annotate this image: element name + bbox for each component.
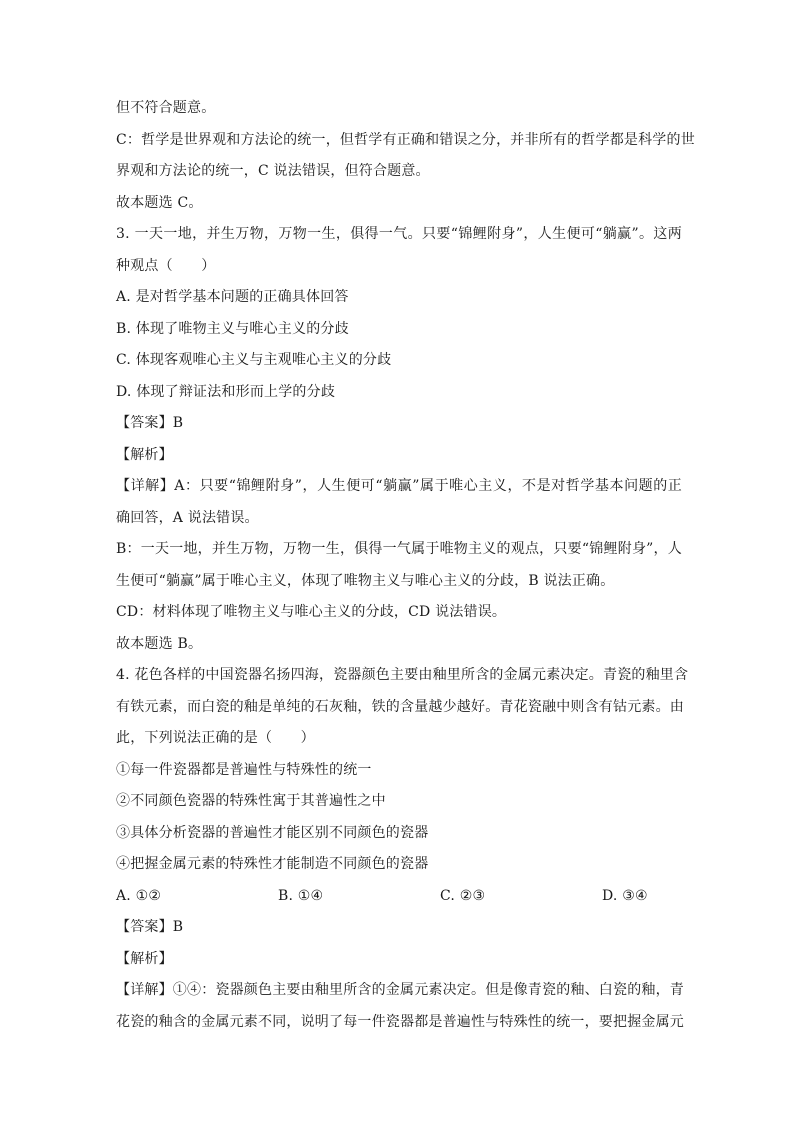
question-4-answer: 【答案】B bbox=[116, 919, 184, 935]
question-3-detail-cont: 生便可“躺赢”属于唯心主义，体现了唯物主义与唯心主义的分歧，B 说法正确。 bbox=[116, 572, 615, 589]
question-4-option-d: D. ③④ bbox=[602, 887, 648, 904]
question-3-answer: 【答案】B bbox=[116, 415, 184, 431]
question-4-option-a: A. ①② bbox=[116, 887, 162, 904]
question-3-option-b: B. 体现了唯物主义与唯心主义的分歧 bbox=[116, 320, 349, 337]
question-3-detail: B：一天一地，并生万物，万物一生，俱得一气属于唯物主义的观点，只要“锦鲤附身”，人 bbox=[116, 541, 682, 557]
question-3-analysis-heading: 【解析】 bbox=[116, 446, 173, 463]
question-3-stem-cont: 种观点（ ） bbox=[116, 257, 216, 274]
question-4-detail: 【详解】①④：瓷器颜色主要由釉里所含的金属元素决定。但是像青瓷的釉、白瓷的釉，青 bbox=[116, 982, 684, 998]
question-3-conclusion: 故本题选 B。 bbox=[116, 635, 203, 652]
document-body bbox=[116, 98, 695, 1043]
question-3-option-d: D. 体现了辩证法和形而上学的分歧 bbox=[116, 383, 336, 400]
text-line: C：哲学是世界观和方法论的统一，但哲学有正确和错误之分，并非所有的哲学都是科学的世 bbox=[116, 131, 695, 148]
question-4-stem: 4. 花色各样的中国瓷器名扬四海，瓷器颜色主要由釉里所含的金属元素决定。青瓷的釉里含 bbox=[116, 667, 689, 683]
question-3-option-a: A. 是对哲学基本问题的正确具体回答 bbox=[116, 289, 349, 305]
question-3-stem: 3. 一天一地，并生万物，万物一生，俱得一气。只要“锦鲤附身”，人生便可“躺赢”。这两 bbox=[116, 226, 682, 242]
question-4-statement-1: ①每一件瓷器都是普遍性与特殊性的统一 bbox=[116, 761, 372, 778]
question-3-option-c: C. 体现客观唯心主义与主观唯心主义的分歧 bbox=[116, 352, 392, 368]
question-3-detail: CD：材料体现了唯物主义与唯心主义的分歧，CD 说法错误。 bbox=[116, 604, 507, 620]
text-line: 界观和方法论的统一，C 说法错误，但符合题意。 bbox=[116, 163, 430, 179]
question-4-detail-cont: 花瓷的釉含的金属元素不同，说明了每一件瓷器都是普遍性与特殊性的统一，要把握金属元 bbox=[116, 1013, 684, 1030]
text-line: 故本题选 C。 bbox=[116, 194, 203, 211]
question-4-statement-4: ④把握金属元素的特殊性才能制造不同颜色的瓷器 bbox=[116, 856, 429, 872]
question-4-stem-cont: 此，下列说法正确的是（ ） bbox=[116, 730, 315, 746]
question-4-analysis-heading: 【解析】 bbox=[116, 950, 173, 967]
question-4-statement-2: ②不同颜色瓷器的特殊性寓于其普遍性之中 bbox=[116, 793, 386, 809]
text-line: 但不符合题意。 bbox=[116, 100, 216, 116]
question-4-option-b: B. ①④ bbox=[278, 887, 324, 904]
question-4-options bbox=[116, 886, 682, 918]
question-3-detail-cont: 确回答，A 说法错误。 bbox=[116, 509, 259, 526]
question-4-stem-cont: 有铁元素，而白瓷的釉是单纯的石灰釉，铁的含量越少越好。青花瓷融中则含有钴元素。由 bbox=[116, 698, 684, 715]
question-3-detail: 【详解】A：只要“锦鲤附身”，人生便可“躺赢”属于唯心主义，不是对哲学基本问题的正 bbox=[116, 478, 682, 494]
question-4-option-c: C. ②③ bbox=[440, 887, 486, 904]
question-4-statement-3: ③具体分析瓷器的普遍性才能区别不同颜色的瓷器 bbox=[116, 824, 429, 841]
